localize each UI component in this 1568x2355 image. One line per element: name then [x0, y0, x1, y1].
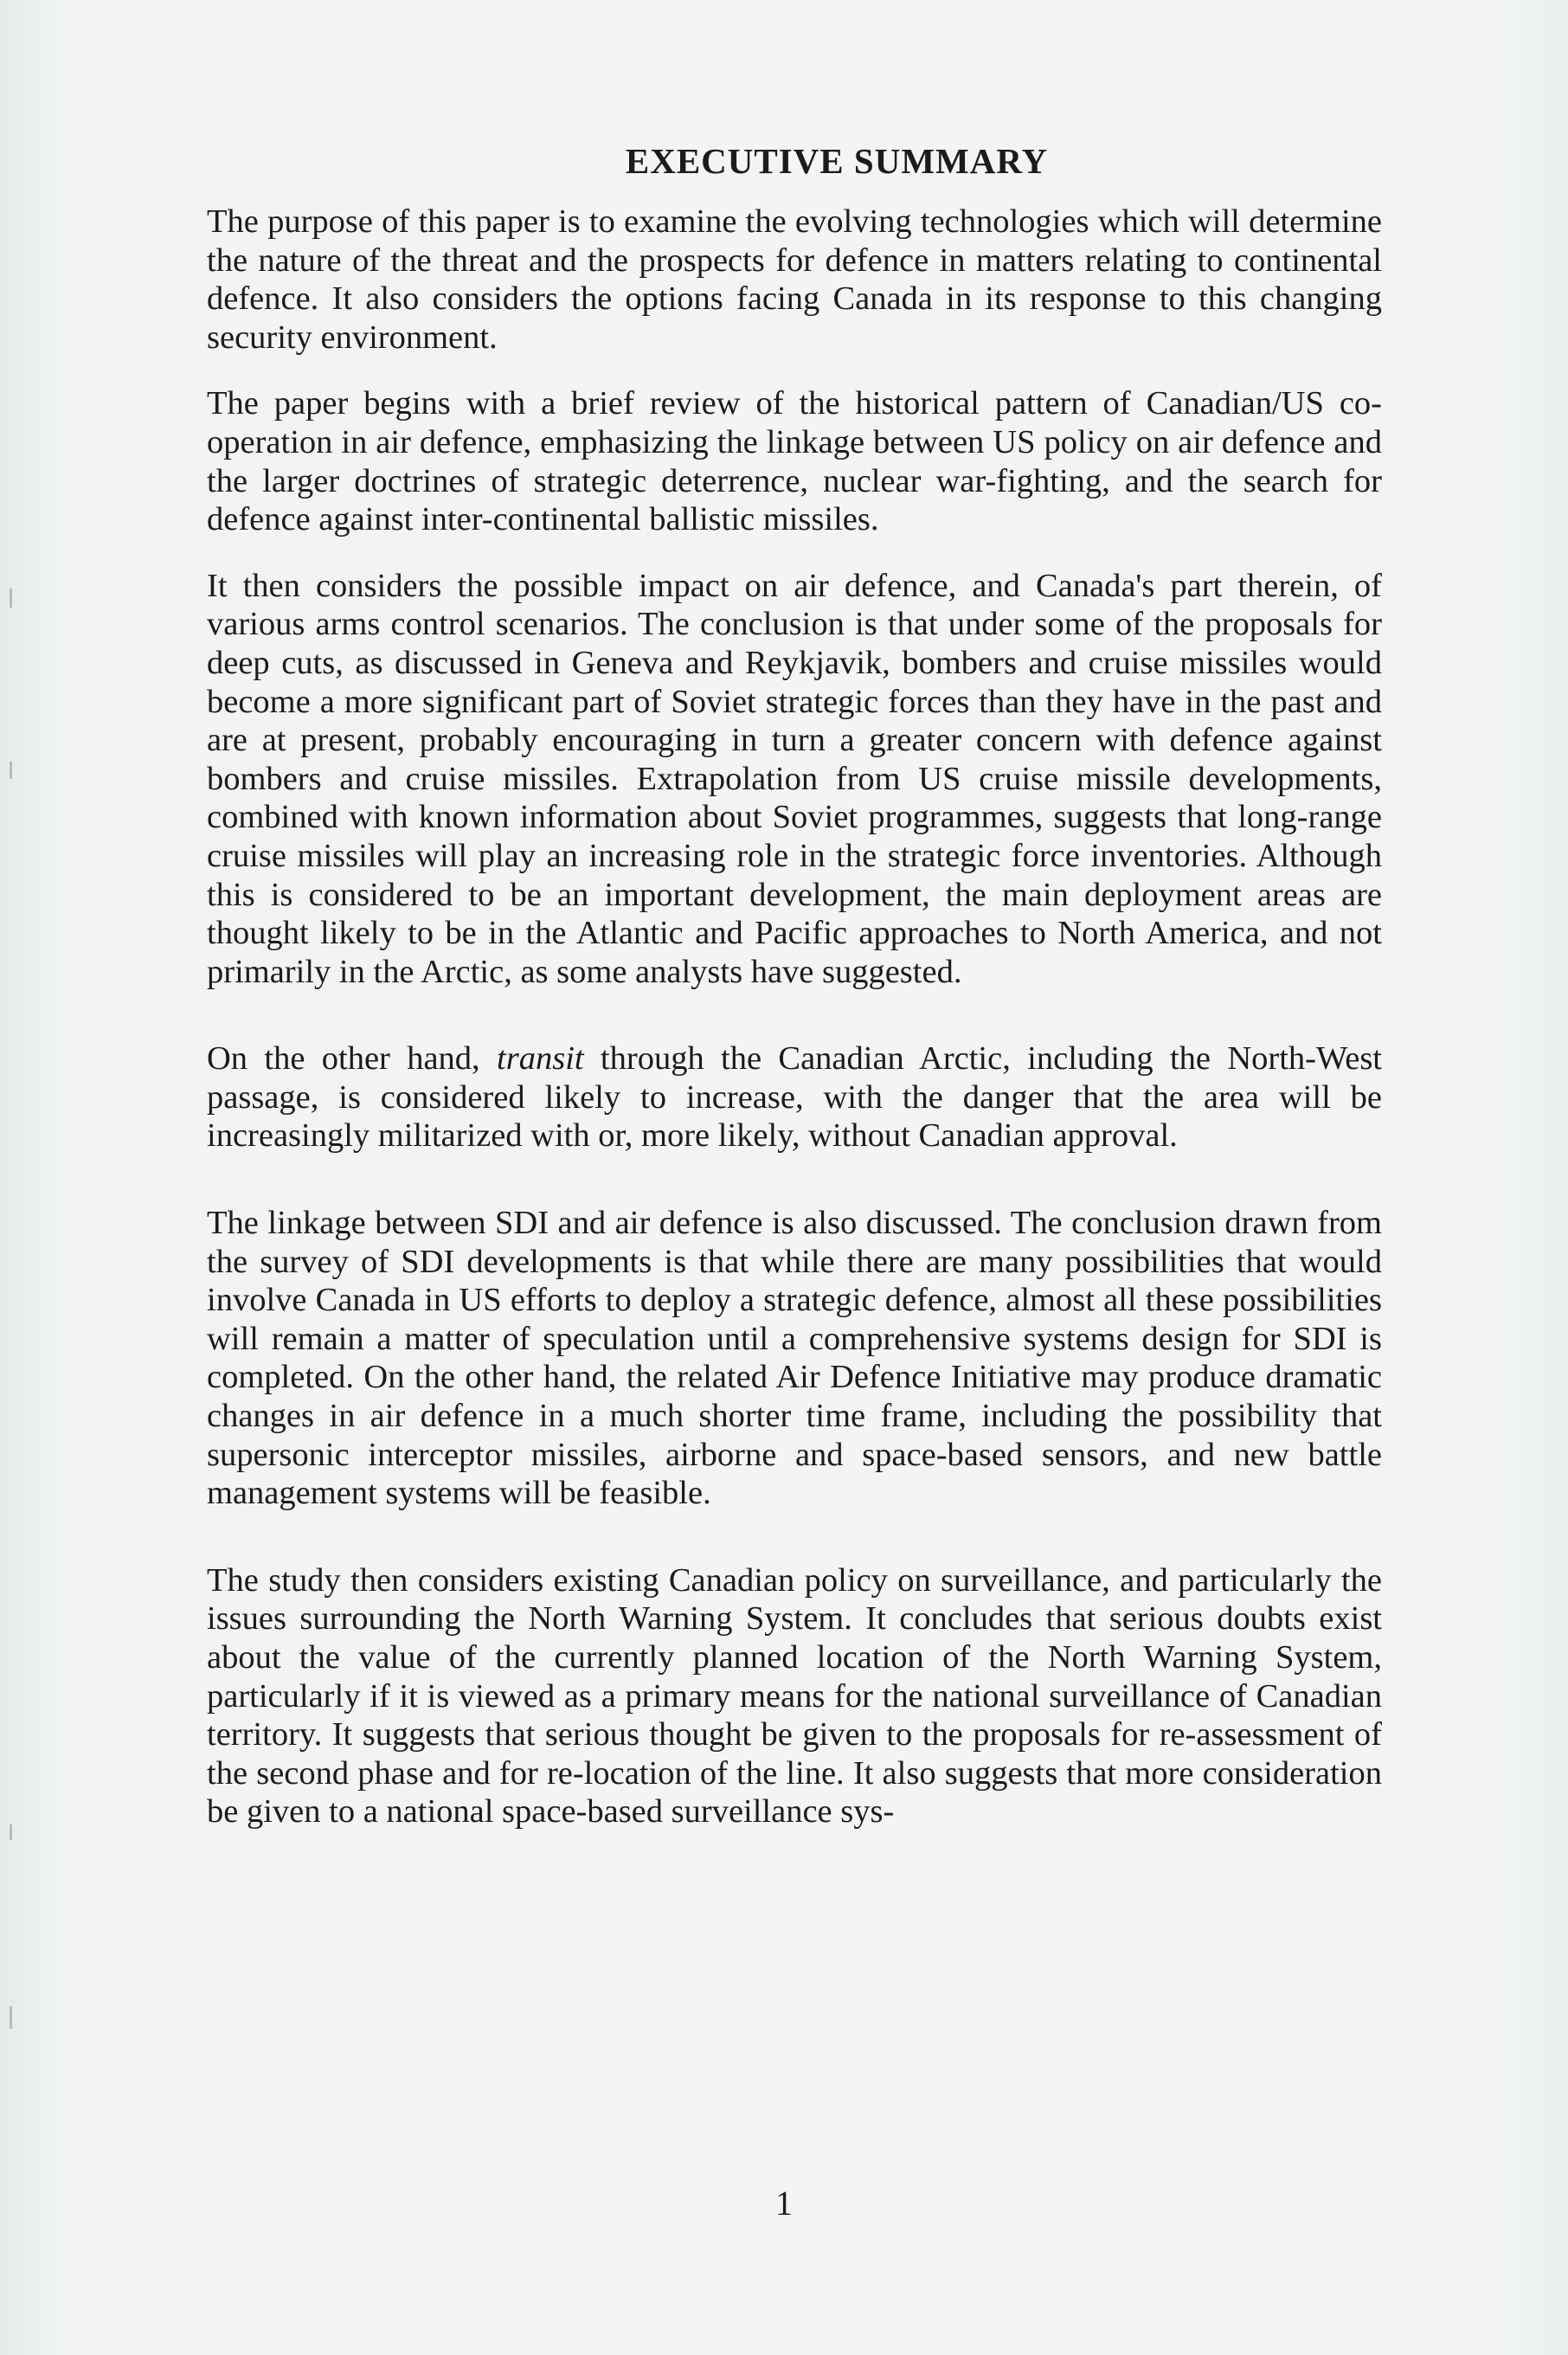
- paragraph-arctic-transit: [207, 1039, 1382, 1155]
- paragraph-purpose: The purpose of this paper is to examine the evolving technologies which will determine the nature of the threat and the prospects for defence in matters relating to continental defence. It also considers the options facing Canada in its response to this changing security environment.: [207, 203, 1382, 356]
- paragraph-north-warning-system: The study then considers existing Canadian policy on surveillance, and particularly the issues surrounding the North Warning System. It concludes that serious doubts exist about the value of the currently planned location of the North Warning System, particularly if it is viewed as a primary means for the national surveillance of Canadian territory. It suggests that serious thought be given to the proposals for re-assessment of the second phase and for re-location of the line. It also suggests that more consideration be given to a national space-based surveillance sys-: [207, 1561, 1382, 1831]
- document-body: [207, 138, 1382, 1831]
- margin-mark: [10, 589, 12, 608]
- margin-mark: [10, 2006, 12, 2029]
- paragraph-arctic-transit-rest: through the Canadian Arctic, including the North-West passage, is considered likely to increase, with the danger that the area will be increasingly militarized with or, more likely, without Canadian approval.: [207, 1040, 1382, 1155]
- paragraph-arctic-transit-lead: On the other hand,: [207, 1040, 498, 1078]
- paragraph-arms-control: It then considers the possible impact on air defence, and Canada's part therein, of various arms control scenarios. The conclusion is that under some of the proposals for deep cuts, as discussed in Geneva and Reykjavik, bombers and cruise missiles would become a more significant part of Soviet strategic forces than they have in the past and are at present, probably encouraging in turn a greater concern with defence against bombers and cruise missiles. Extrapolation from US cruise missile developments, combined with known information about Soviet programmes, suggests that long-range cruise missiles will play an increasing role in the strategic force inventories. Although this is considered to be an important development, the main deployment areas are thought likely to be in the Atlantic and Pacific approaches to North America, and not primarily in the Arctic, as some analysts have suggested.: [207, 567, 1382, 990]
- margin-mark: [10, 762, 12, 779]
- emphasis-transit: transit: [497, 1040, 584, 1078]
- page-number: 1: [775, 2184, 793, 2223]
- paragraph-historical-review: The paper begins with a brief review of the historical pattern of Canadian/US co-operation in air defence, emphasizing the linkage between US policy on air defence and the larger doctrines of strategic deterrence, nuclear war-fighting, and the search for defence against inter-continental ballistic missiles.: [207, 385, 1382, 538]
- margin-mark: [10, 1824, 12, 1840]
- page-title: EXECUTIVE SUMMARY: [625, 141, 1049, 181]
- paragraph-sdi-linkage: The linkage between SDI and air defence is also discussed. The conclusion drawn from the survey of SDI developments is that while there are many possibilities that would involve Canada in US efforts to deploy a strategic defence, almost all these possibilities will remain a matter of speculation until a comprehensive systems design for SDI is completed. On the other hand, the related Air Defence Initiative may produce dramatic changes in air defence in a much shorter time frame, including the possibility that supersonic interceptor missiles, airborne and space-based sensors, and new battle management systems will be feasible.: [207, 1205, 1382, 1512]
